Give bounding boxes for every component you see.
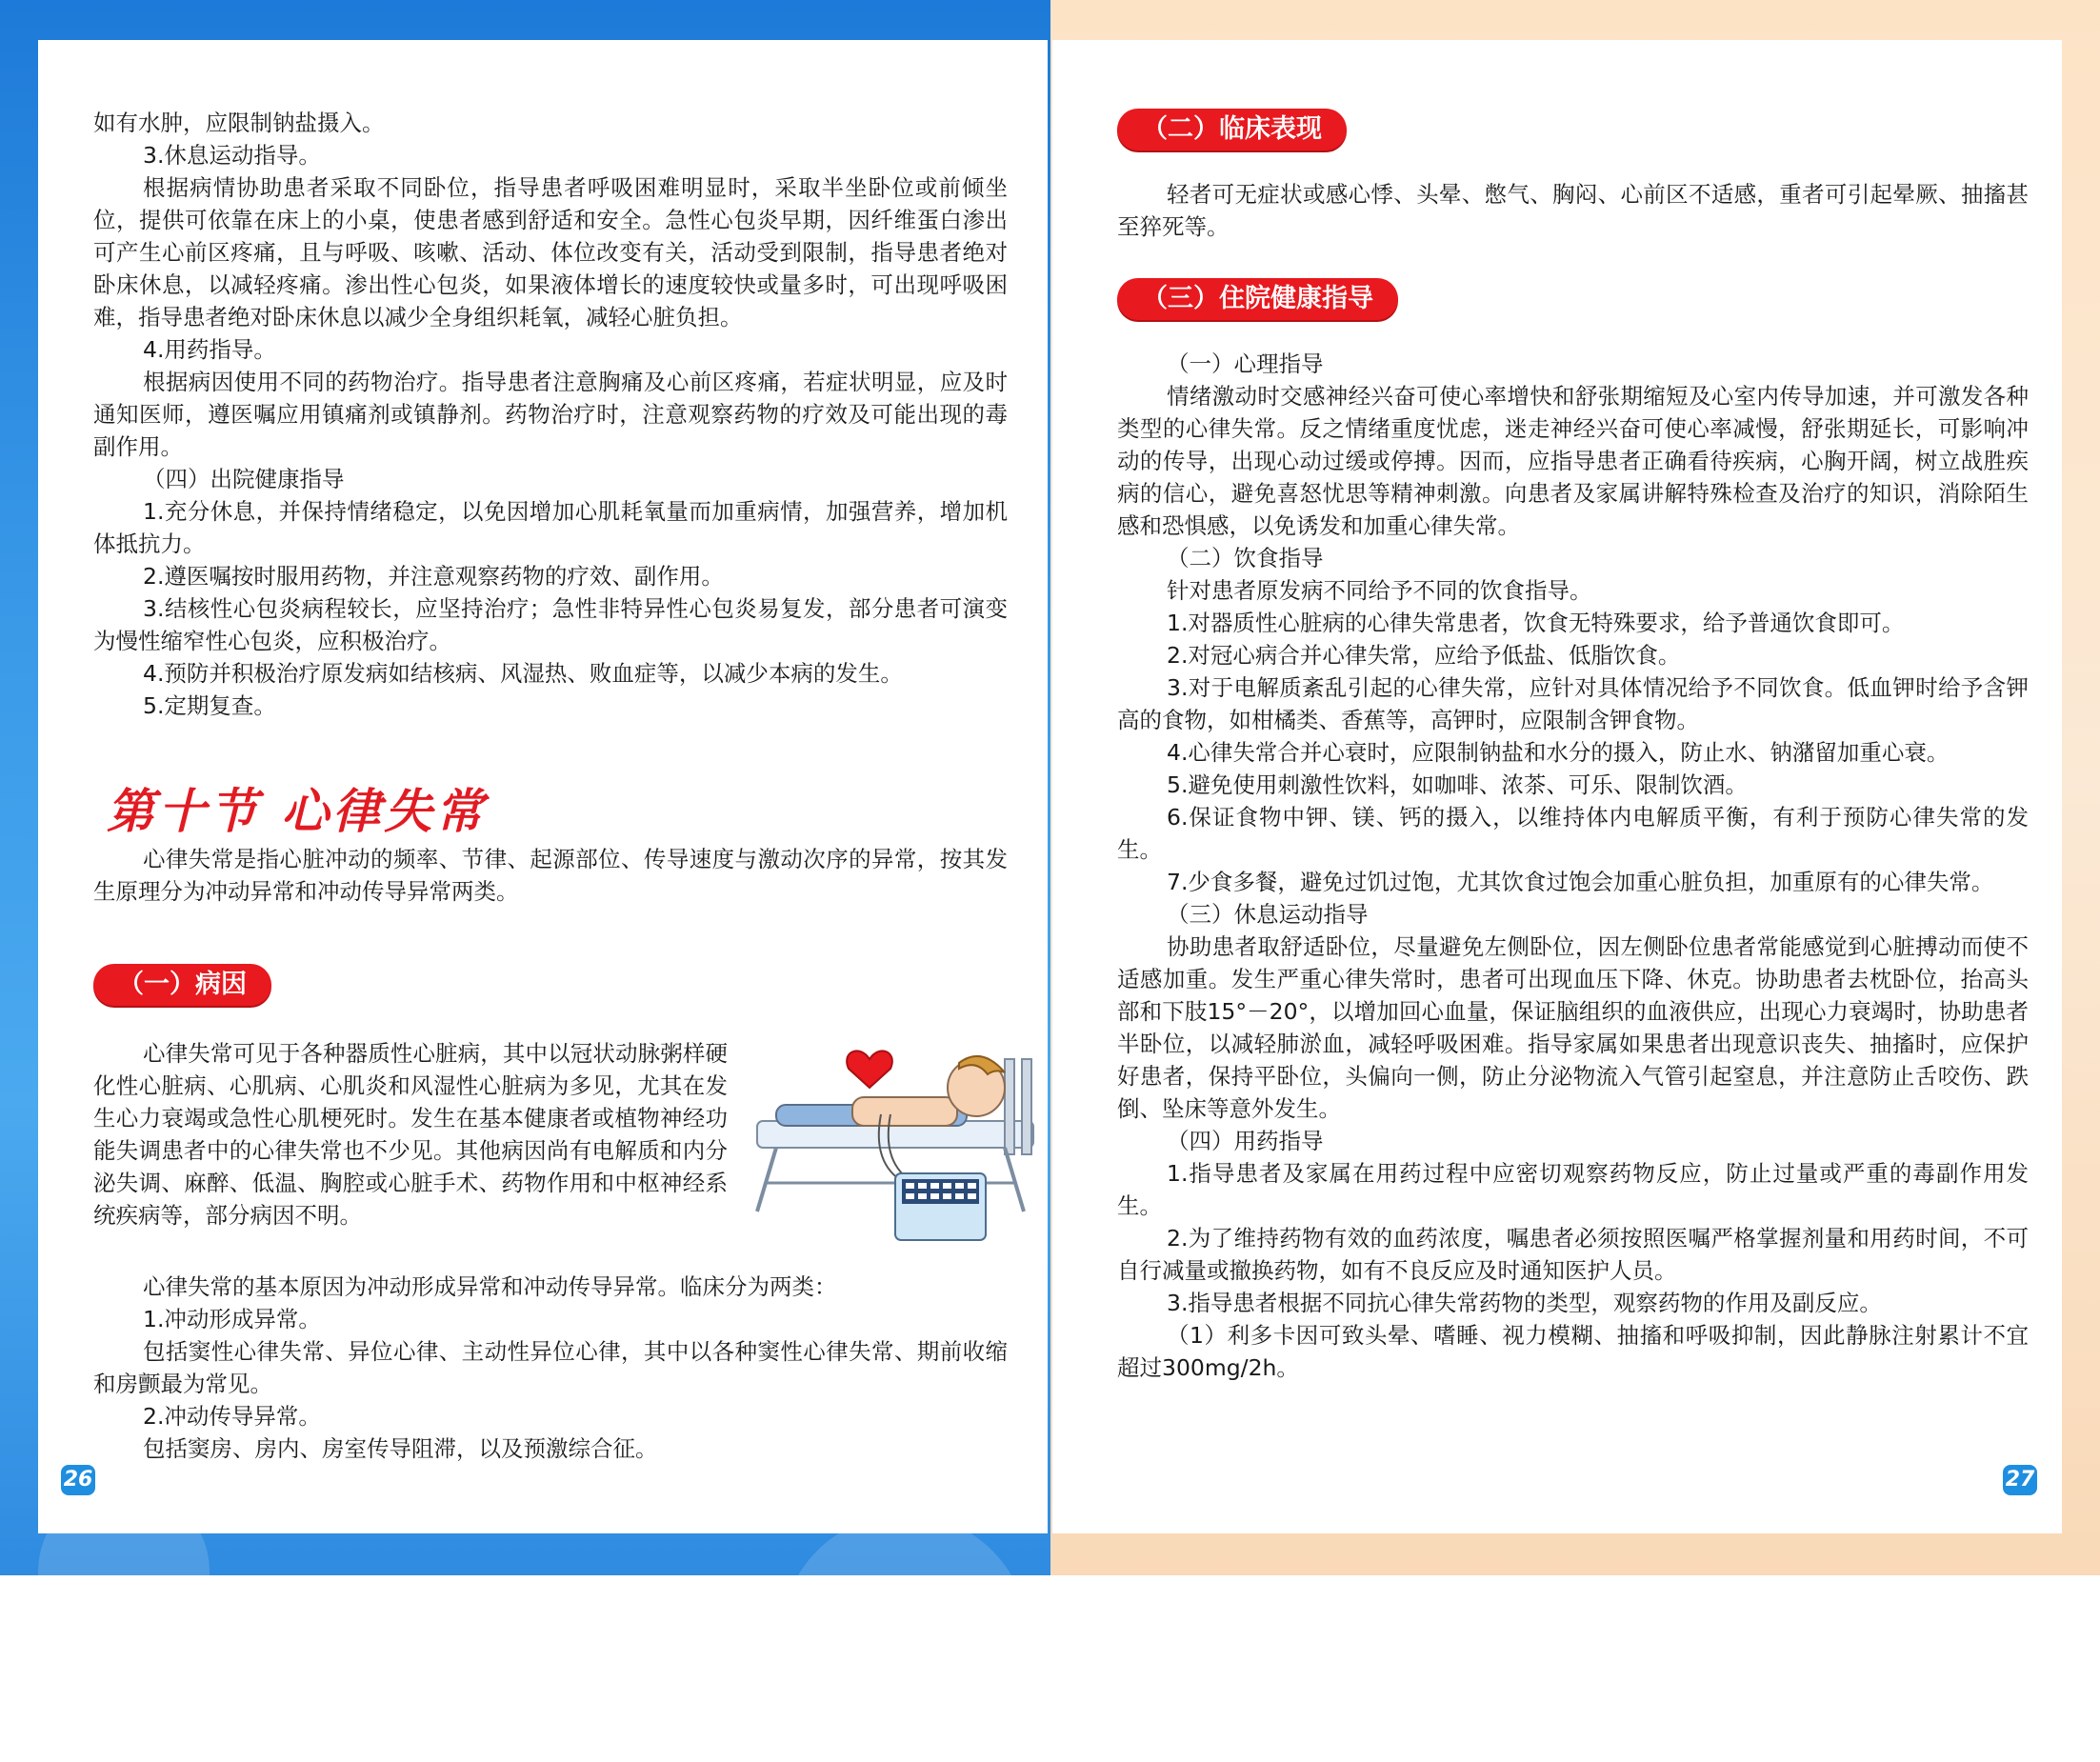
paragraph: 2.为了维持药物有效的血药浓度，嘱患者必须按照医嘱严格掌握剂量和用药时间，不可自行减量或撤换药物，如有不良反应及时通知医护人员。 (1117, 1225, 2029, 1284)
paragraph: （四）出院健康指导 (143, 466, 345, 492)
page-number-left: 26 (61, 1465, 95, 1495)
left-bottom-text (93, 1271, 1008, 1465)
left-top-text (93, 107, 1008, 722)
patient-on-bed-illustration (738, 1031, 1043, 1250)
paragraph: 针对患者原发病不同给予不同的饮食指导。 (1167, 577, 1592, 604)
left-page (38, 40, 1048, 1533)
paragraph: 5.避免使用刺激性饮料，如咖啡、浓茶、可乐、限制饮酒。 (1167, 771, 1748, 798)
paragraph: 包括窦房、房内、房室传导阻滞，以及预激综合征。 (143, 1435, 658, 1462)
section-title-clinical: （二）临床表现 (1117, 109, 1347, 150)
paragraph: 协助患者取舒适卧位，尽量避免左侧卧位，因左侧卧位患者常能感觉到心脏搏动而使不适感加重。发生严重心律失常时，患者可出现血压下降、休克。协助患者去枕卧位，抬高头部和下肢15°－20°，以增加回心血量，保证脑组织的血液供应，出现心力衰竭时，协助患者半卧位，以减轻肺淤血，减轻呼吸困难。指导家属如果患者出现意识丧失、抽搐时，应保护好患者，保持平卧位，头偏向一侧，防止分泌物流入气管引起窒息，并注意防止舌咬伤、跌倒、坠床等意外发生。 (1117, 933, 2029, 1122)
paragraph: （1）利多卡因可致头晕、嗜睡、视力模糊、抽搐和呼吸抑制，因此静脉注射累计不宜超过300mg/2h。 (1117, 1322, 2029, 1381)
paragraph: 4.预防并积极治疗原发病如结核病、风湿热、败血症等，以减少本病的发生。 (143, 660, 903, 687)
paragraph: （一）心理指导 (1167, 350, 1324, 377)
paragraph: （二）饮食指导 (1167, 545, 1324, 571)
decor-bubble (781, 1514, 1029, 1762)
paragraph: 2.对冠心病合并心律失常，应给予低盐、低脂饮食。 (1167, 642, 1681, 669)
paragraph: 如有水肿，应限制钠盐摄入。 (93, 110, 385, 136)
section-title-inpatient: （三）住院健康指导 (1117, 278, 1398, 320)
paragraph: 2.遵医嘱按时服用药物，并注意观察药物的疗效、副作用。 (143, 563, 724, 590)
paragraph: 3.对于电解质紊乱引起的心律失常，应针对具体情况给予不同饮食。低血钾时给予含钾高的食物，如柑橘类、香蕉等，高钾时，应限制含钾食物。 (1117, 674, 2029, 733)
page-number-right: 27 (2003, 1465, 2037, 1495)
intro-paragraph: 心律失常是指心脏冲动的频率、节律、起源部位、传导速度与激动次序的异常，按其发生原理分为冲动异常和冲动传导异常两类。 (93, 846, 1008, 905)
paragraph: 情绪激动时交感神经兴奋可使心率增快和舒张期缩短及心室内传导加速，并可激发各种类型的心律失常。反之情绪重度忧虑，迷走神经兴奋可使心率减慢，舒张期延长，可影响冲动的传导，出现心动过缓或停搏。因而，应指导患者正确看待疾病，心胸开阔，树立战胜疾病的信心，避免喜怒忧思等精神刺激。向患者及家属讲解特殊检查及治疗的知识，消除陌生感和恐惧感，以免诱发和加重心律失常。 (1117, 383, 2029, 539)
chapter-intro (93, 843, 1008, 908)
paragraph: 根据病情协助患者采取不同卧位，指导患者呼吸困难明显时，采取半坐卧位或前倾坐位，提供可依靠在床上的小桌，使患者感到舒适和安全。急性心包炎早期，因纤维蛋白渗出可产生心前区疼痛，且与呼吸、咳嗽、活动、体位改变有关，活动受到限制，指导患者绝对卧床休息，以减轻疼痛。渗出性心包炎，如果液体增长的速度较快或量多时，可出现呼吸困难，指导患者绝对卧床休息以减少全身组织耗氧，减轻心脏负担。 (93, 174, 1008, 330)
paragraph: 3.休息运动指导。 (143, 142, 321, 169)
cause-text (93, 1037, 728, 1231)
paragraph: 1.对器质性心脏病的心律失常患者，饮食无特殊要求，给予普通饮食即可。 (1167, 610, 1905, 636)
paragraph: 1.冲动形成异常。 (143, 1306, 321, 1332)
right-page (1052, 40, 2062, 1533)
paragraph: 2.冲动传导异常。 (143, 1403, 321, 1430)
clinical-text (1117, 178, 2029, 243)
paragraph: 1.充分休息，并保持情绪稳定，以免因增加心肌耗氧量而加重病情，加强营养，增加机体抵抗力。 (93, 498, 1008, 557)
paragraph: （三）休息运动指导 (1167, 901, 1369, 928)
paragraph: 1.指导患者及家属在用药过程中应密切观察药物反应，防止过量或严重的毒副作用发生。 (1117, 1160, 2029, 1219)
heart-icon (847, 1051, 892, 1088)
paragraph: 3.结核性心包炎病程较长，应坚持治疗；急性非特异性心包炎易复发，部分患者可演变为慢性缩窄性心包炎，应积极治疗。 (93, 595, 1008, 654)
paragraph: 5.定期复查。 (143, 692, 276, 719)
paragraph: 3.指导患者根据不同抗心律失常药物的类型，观察药物的作用及副反应。 (1167, 1290, 1882, 1316)
paragraph: 4.心律失常合并心衰时，应限制钠盐和水分的摄入，防止水、钠潴留加重心衰。 (1167, 739, 1950, 766)
paragraph: 心律失常的基本原因为冲动形成异常和冲动传导异常。临床分为两类： (143, 1273, 837, 1300)
paragraph: 根据病因使用不同的药物治疗。指导患者注意胸痛及心前区疼痛，若症状明显，应及时通知医师，遵医嘱应用镇痛剂或镇静剂。药物治疗时，注意观察药物的疗效及可能出现的毒副作用。 (93, 369, 1008, 460)
section-title-cause: （一）病因 (93, 964, 271, 1006)
paragraph: 4.用药指导。 (143, 336, 276, 363)
paragraph: 包括窦性心律失常、异位心律、主动性异位心律，其中以各种窦性心律失常、期前收缩和房颤最为常见。 (93, 1338, 1008, 1397)
paragraph: 6.保证食物中钾、镁、钙的摄入，以维持体内电解质平衡，有利于预防心律失常的发生。 (1117, 804, 2029, 863)
cause-paragraph: 心律失常可见于各种器质性心脏病，其中以冠状动脉粥样硬化性心脏病、心肌病、心肌炎和风湿性心脏病为多见，尤其在发生心力衰竭或急性心肌梗死时。发生在基本健康者或植物神经功能失调患者中的心律失常也不少见。其他病因尚有电解质和内分泌失调、麻醉、低温、胸腔或心脏手术、药物作用和中枢神经系统疾病等，部分病因不明。 (93, 1040, 728, 1229)
right-body-text (1117, 348, 2029, 1384)
paragraph: （四）用药指导 (1167, 1128, 1324, 1154)
paragraph: 7.少食多餐，避免过饥过饱，尤其饮食过饱会加重心脏负担，加重原有的心律失常。 (1167, 869, 1994, 895)
clinical-paragraph: 轻者可无症状或感心悸、头晕、憋气、胸闷、心前区不适感，重者可引起晕厥、抽搐甚至猝死等。 (1117, 181, 2029, 240)
chapter-title: 第十节 心律失常 (107, 783, 488, 839)
